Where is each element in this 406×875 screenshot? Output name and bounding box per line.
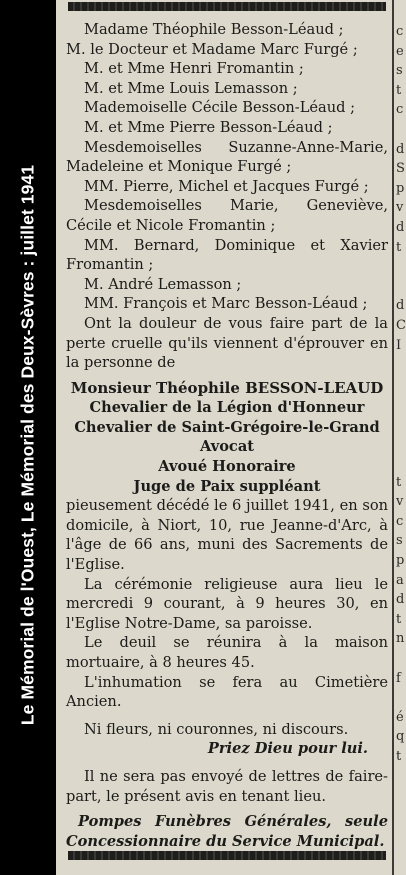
margin-letter: q xyxy=(396,729,405,745)
margin-letter: d xyxy=(396,219,405,235)
margin-letter: s xyxy=(396,533,403,549)
family-line: Mesdemoiselles Marie, Geneviève, Cécile et Nicole Fromantin ; xyxy=(66,197,388,234)
family-line: Mademoiselle Cécile Besson-Léaud ; xyxy=(84,99,356,117)
margin-letter: c xyxy=(396,24,404,39)
title-line: Chevalier de Saint-Grégoire-le-Grand xyxy=(74,418,380,436)
family-line: MM. Bernard, Dominique et Xavier Fromantin ; xyxy=(66,236,388,274)
family-line: Madame Théophile Besson-Léaud ; xyxy=(84,21,344,38)
margin-letter xyxy=(396,277,406,297)
margin-letter: C xyxy=(396,317,406,333)
burial-text: L'inhumation se fera au Cimetière Ancien. xyxy=(66,673,388,711)
family-line: Mesdemoiselles Suzanne-Anne-Marie, Madeleine et Monique Furgé ; xyxy=(66,138,388,176)
margin-letter: t xyxy=(396,239,402,255)
margin-letter: v xyxy=(396,494,404,510)
margin-letter xyxy=(396,453,406,473)
death-text: pieusement décédé le 6 juillet 1941, en son domicile, à Niort, 10, rue Jeanne-d'Arc, à l'âge de 66 ans, muni des Sacrements de l'Eglise. xyxy=(66,497,388,574)
margin-letter: v xyxy=(396,200,404,216)
margin-letter xyxy=(396,649,406,669)
no-flowers: Ni fleurs, ni couronnes, ni discours. xyxy=(84,720,349,738)
title-line: Juge de Paix suppléant xyxy=(133,477,321,495)
margin-letter xyxy=(396,257,406,277)
margin-letter: t xyxy=(396,82,402,98)
family-line: M. et Mme Pierre Besson-Léaud ; xyxy=(84,118,333,136)
announcement: Ont la douleur de vous faire part de la perte cruelle qu'ils viennent d'éprouver en la personne de xyxy=(66,314,388,372)
margin-letter xyxy=(396,394,406,414)
margin-letter xyxy=(396,688,406,708)
title-line: Avocat xyxy=(199,438,255,456)
funeral-home: Pompes Funèbres Générales, seule Concessionnaire du Service Municipal. xyxy=(66,813,388,850)
margin-letter: d xyxy=(396,141,405,157)
margin-letter xyxy=(396,120,406,140)
margin-letter: d xyxy=(396,592,405,608)
margin-letter: s xyxy=(396,63,403,79)
family-line: MM. Pierre, Michel et Jacques Furgé ; xyxy=(84,177,369,195)
margin-letter: p xyxy=(396,180,405,196)
margin-letter: t xyxy=(396,748,402,764)
no-letters-notice: Il ne sera pas envoyé de lettres de faire-part, le présent avis en tenant lieu. xyxy=(66,767,388,805)
family-line: MM. François et Marc Besson-Léaud ; xyxy=(84,295,368,313)
source-caption: Le Mémorial de l'Ouest, Le Mémorial des Deux-Sèvres : juillet 1941 xyxy=(17,164,38,726)
title-line: Chevalier de la Légion d'Honneur xyxy=(89,399,365,417)
margin-letter: t xyxy=(396,474,402,490)
sidebar xyxy=(0,0,56,875)
obituary-notice xyxy=(66,20,388,851)
top-rule xyxy=(68,2,386,11)
margin-letter: d xyxy=(396,298,405,314)
margin-letter xyxy=(396,414,406,434)
column-divider xyxy=(392,0,394,875)
margin-letter: a xyxy=(396,572,404,588)
prayer: Priez Dieu pour lui. xyxy=(207,740,368,758)
deceased-name: Monsieur Théophile BESSON-LEAUD xyxy=(70,378,384,397)
mourning-text: Le deuil se réunira à la maison mortuaire, à 8 heures 45. xyxy=(66,634,388,671)
family-line: M. et Mme Louis Lemasson ; xyxy=(84,79,298,97)
bottom-rule xyxy=(68,851,386,860)
margin-letter: t xyxy=(396,611,402,627)
margin-letter: e xyxy=(396,43,404,59)
title-line: Avoué Honoraire xyxy=(158,458,296,476)
margin-letter xyxy=(396,355,406,375)
margin-letter: S xyxy=(396,161,405,177)
margin-letter: I xyxy=(396,337,402,353)
family-line: M. André Lemasson ; xyxy=(84,275,242,293)
margin-letter: c xyxy=(396,513,404,529)
newspaper-clipping xyxy=(56,0,406,875)
margin-letter: c xyxy=(396,102,404,118)
ceremony-text: La cérémonie religieuse aura lieu le mercredi 9 courant, à 9 heures 30, en l'Eglise Notre-Dame, sa paroisse. xyxy=(66,575,388,632)
margin-letter xyxy=(396,433,406,453)
margin-letter: f xyxy=(396,670,401,686)
family-line: M. le Docteur et Madame Marc Furgé ; xyxy=(66,40,358,58)
margin-letter xyxy=(396,375,406,395)
adjacent-column-fragment xyxy=(396,0,406,875)
margin-letter: é xyxy=(396,709,404,725)
family-line: M. et Mme Henri Fromantin ; xyxy=(84,60,304,78)
margin-letter: n xyxy=(396,631,405,647)
margin-letter: p xyxy=(396,553,405,569)
